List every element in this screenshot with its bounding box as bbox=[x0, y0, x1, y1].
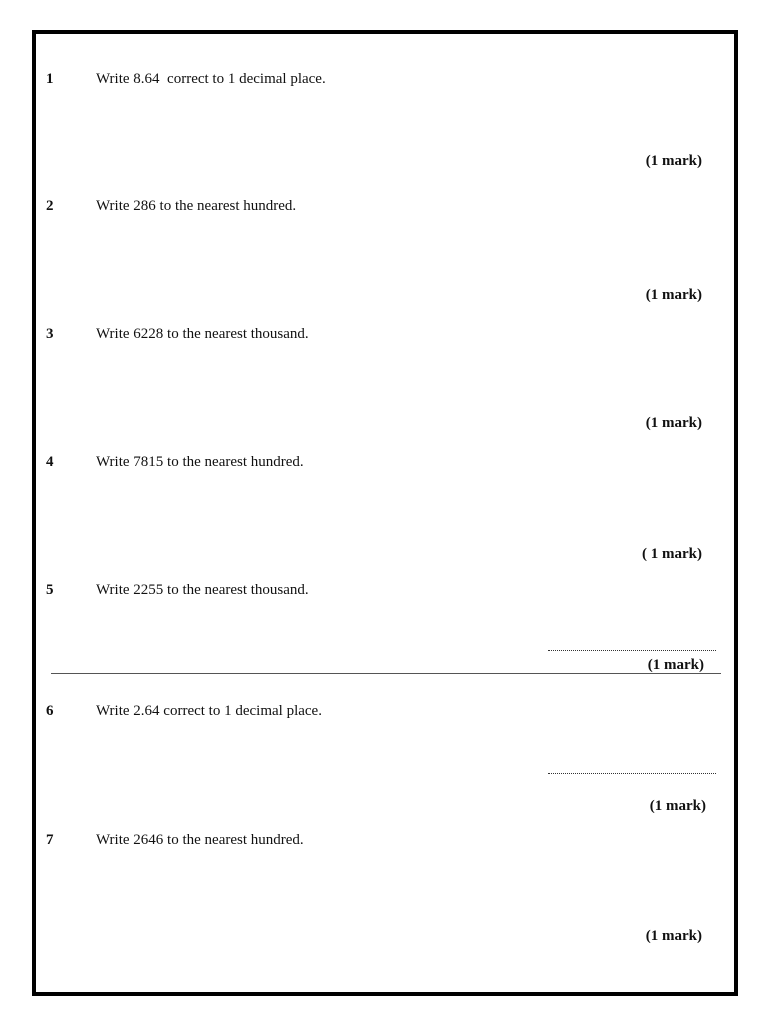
question-text: Write 6228 to the nearest thousand. bbox=[96, 326, 309, 342]
section-divider bbox=[51, 673, 721, 674]
question-number: 6 bbox=[46, 703, 54, 719]
mark-label: (1 mark) bbox=[645, 928, 702, 944]
mark-label: (1 mark) bbox=[647, 657, 704, 673]
question-text: Write 286 to the nearest hundred. bbox=[96, 198, 297, 214]
mark-label: ( 1 mark) bbox=[642, 546, 702, 562]
answer-line bbox=[548, 650, 716, 651]
mark-label: (1 mark) bbox=[645, 153, 702, 169]
mark-label: (1 mark) bbox=[645, 415, 702, 431]
question-text: Write 2646 to the nearest hundred. bbox=[96, 832, 304, 848]
question-number: 3 bbox=[46, 326, 54, 342]
page-border bbox=[32, 30, 738, 996]
question-number: 1 bbox=[46, 71, 54, 87]
question-text: Write 2255 to the nearest thousand. bbox=[96, 582, 309, 598]
answer-line bbox=[548, 773, 716, 774]
mark-label: (1 mark) bbox=[645, 287, 702, 303]
question-text: Write 7815 to the nearest hundred. bbox=[96, 454, 304, 470]
question-number: 2 bbox=[46, 198, 54, 214]
question-number: 4 bbox=[46, 454, 54, 470]
question-text: Write 8.64 correct to 1 decimal place. bbox=[96, 71, 326, 87]
question-number: 5 bbox=[46, 582, 54, 598]
mark-label: (1 mark) bbox=[649, 798, 706, 814]
question-text: Write 2.64 correct to 1 decimal place. bbox=[96, 703, 322, 719]
question-number: 7 bbox=[46, 832, 54, 848]
